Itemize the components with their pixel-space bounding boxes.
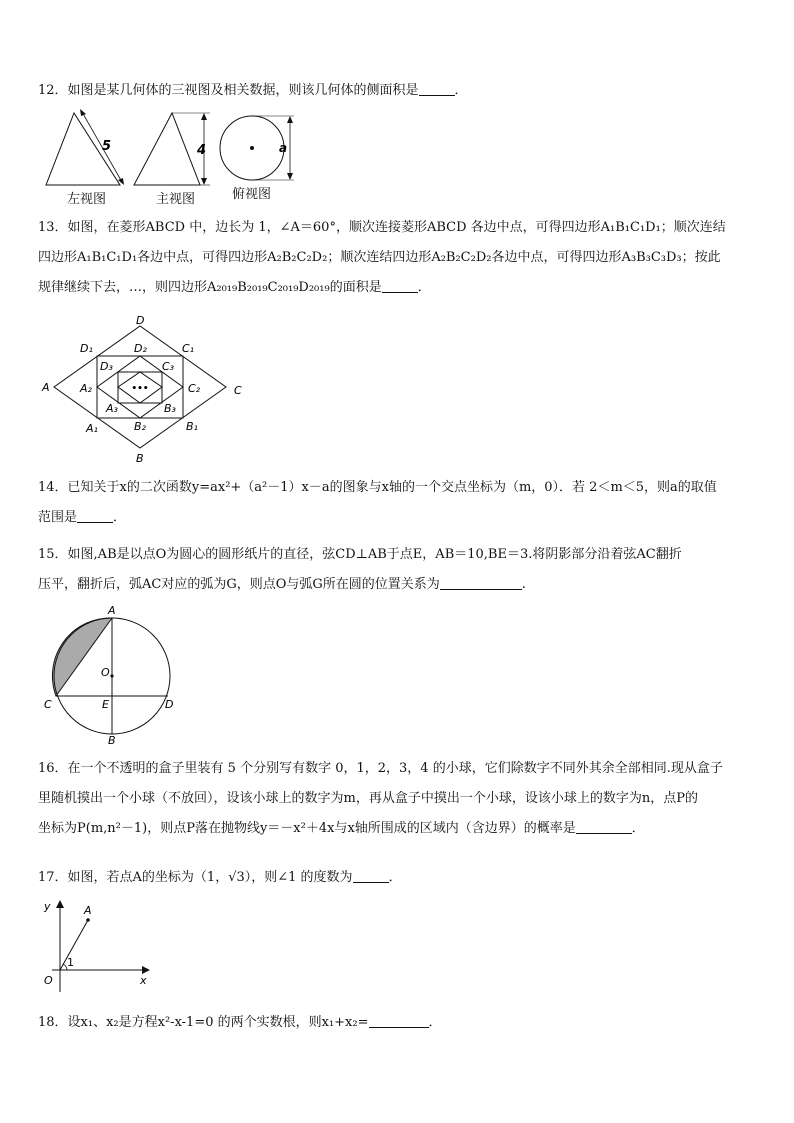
- label-c2: C₂: [188, 382, 201, 395]
- front-view-triangle: [134, 113, 200, 185]
- label-a3: A₃: [106, 402, 118, 415]
- circle-fold-figure: [38, 604, 188, 746]
- q18-text: 18．设x₁、x₂是方程x²-x-1=0 的两个实数根，则x₁+x₂=: [38, 1015, 369, 1030]
- label-b2: B₂: [134, 420, 146, 433]
- answer-blank: [440, 575, 522, 590]
- label-angle-1: 1: [67, 956, 74, 969]
- slant-label: 5: [102, 139, 112, 154]
- q17-text: 17．如图，若点A的坐标为（1，√3），则∠1 的度数为: [38, 870, 353, 885]
- answer-blank: [576, 819, 632, 834]
- question-14: 14．已知关于x的二次函数y=ax²+（a²－1）x－a的图象与x轴的一个交点坐标为（m，0）．若 2＜m＜5，则a的取值 范围是 ．: [38, 473, 760, 533]
- label-b3: B₃: [164, 402, 176, 415]
- question-13: 13．如图，在菱形ABCD 中，边长为 1，∠A＝60°，顺次连接菱形ABCD 各边中点，可得四边形A₁B₁C₁D₁；顺次连结 四边形A₁B₁C₁D₁各边中点，可得四边形A₂B₂C₂D₂；顺次连结四边形A₂B₂C₂D₂各边中点，可得四边形A₃B₃C₃D₃；按此 规律继续下去，…，则四边形A₂₀₁₉B₂₀₁₉C₂₀₁₉D₂₀₁₉的面积是 ．: [38, 213, 760, 303]
- label-d: D: [136, 314, 145, 327]
- q16-line2: 里随机摸出一个小球（不放回），设该小球上的数字为m，再从盒子中摸出一个小球，设该小球上的数字为n，点P的: [38, 791, 698, 806]
- caption-top-view: 俯视图: [232, 187, 272, 202]
- label-c3: C₃: [162, 360, 175, 373]
- q15-line1: 15．如图,AB是以点O为圆心的圆形纸片的直径，弦CD⊥AB于点E，AB＝10,BE＝3.将阴影部分沿着弦AC翻折: [38, 547, 682, 562]
- height-label: 4: [197, 143, 207, 158]
- question-15: 15．如图,AB是以点O为圆心的圆形纸片的直径，弦CD⊥AB于点E，AB＝10,BE＝3.将阴影部分沿着弦AC翻折 压平，翻折后，弧AC对应的弧为G，则点O与弧G所在圆的位置关系为 .: [38, 540, 760, 600]
- label-y: y: [44, 900, 51, 913]
- q13-line2: 四边形A₁B₁C₁D₁各边中点，可得四边形A₂B₂C₂D₂；顺次连结四边形A₂B₂C₂D₂各边中点，可得四边形A₃B₃C₃D₃；按此: [38, 250, 721, 265]
- q16-line1: 16．在一个不透明的盒子里装有 5 个分别写有数字 0，1，2，3，4 的小球，它们除数字不同外其余全部相同.现从盒子: [38, 761, 723, 776]
- diameter-label: a: [279, 141, 288, 155]
- question-17: 17．如图，若点A的坐标为（1，√3），则∠1 的度数为 ．: [38, 870, 402, 885]
- shaded-segment: [52, 618, 112, 696]
- answer-blank: [369, 1013, 429, 1028]
- label-e: E: [102, 698, 109, 711]
- label-a: A: [84, 904, 92, 917]
- question-12: 12．如图是某几何体的三视图及相关数据，则该几何体的侧面积是 ．: [38, 83, 468, 98]
- answer-blank: [353, 868, 389, 883]
- q12-text: 12．如图是某几何体的三视图及相关数据，则该几何体的侧面积是: [38, 83, 419, 98]
- label-a2: A₂: [80, 382, 92, 395]
- q16-line3: 坐标为P(m,n²－1)，则点P落在抛物线y＝－x²＋4x与x轴所围成的区域内（含边界）的概率是: [38, 821, 576, 836]
- label-d2: D₂: [134, 342, 147, 355]
- label-d3: D₃: [100, 360, 113, 373]
- label-b1: B₁: [186, 420, 198, 433]
- label-x: x: [140, 974, 147, 987]
- caption-left-view: 左视图: [67, 192, 107, 207]
- label-a: A: [108, 604, 116, 617]
- label-o: O: [101, 666, 110, 679]
- label-c: C: [44, 698, 52, 711]
- label-c: C: [234, 384, 242, 397]
- question-18: 18．设x₁、x₂是方程x²-x-1=0 的两个实数根，则x₁+x₂= ．: [38, 1015, 442, 1030]
- question-16: 16．在一个不透明的盒子里装有 5 个分别写有数字 0，1，2，3，4 的小球，它们除数字不同外其余全部相同.现从盒子 里随机摸出一个小球（不放回），设该小球上的数字为m，再从盒子中摸出一个小球，设该小球上的数字为n，点P的 坐标为P(m,n²－1)，则点P落在抛物线y＝－x²＋4x与x轴所围成的区域内（含边界）的概率是 ．: [38, 754, 760, 844]
- label-o: O: [44, 974, 53, 987]
- rhombus-figure: [38, 312, 258, 464]
- segment-oa: [60, 920, 88, 970]
- label-d: D: [165, 698, 174, 711]
- coordinate-figure: [38, 896, 158, 992]
- answer-blank: [77, 508, 113, 523]
- label-a1: A₁: [86, 422, 98, 435]
- caption-front-view: 主视图: [156, 192, 196, 207]
- label-b: B: [136, 452, 144, 464]
- label-b: B: [108, 734, 116, 746]
- answer-blank: [419, 81, 455, 96]
- label-c1: C₁: [182, 342, 195, 355]
- q14-line1: 14．已知关于x的二次函数y=ax²+（a²－1）x－a的图象与x轴的一个交点坐标为（m，0）．若 2＜m＜5，则a的取值: [38, 480, 717, 495]
- continuation-dots: •••: [131, 384, 149, 394]
- answer-blank: [382, 278, 418, 293]
- q13-line3: 规律继续下去，…，则四边形A₂₀₁₉B₂₀₁₉C₂₀₁₉D₂₀₁₉的面积是: [38, 280, 382, 295]
- q13-line1: 13．如图，在菱形ABCD 中，边长为 1，∠A＝60°，顺次连接菱形ABCD 各边中点，可得四边形A₁B₁C₁D₁；顺次连结: [38, 220, 726, 235]
- q15-line2: 压平，翻折后，弧AC对应的弧为G，则点O与弧G所在圆的位置关系为: [38, 577, 440, 592]
- q14-line2: 范围是: [38, 510, 78, 525]
- label-d1: D₁: [80, 342, 93, 355]
- label-a: A: [42, 381, 50, 394]
